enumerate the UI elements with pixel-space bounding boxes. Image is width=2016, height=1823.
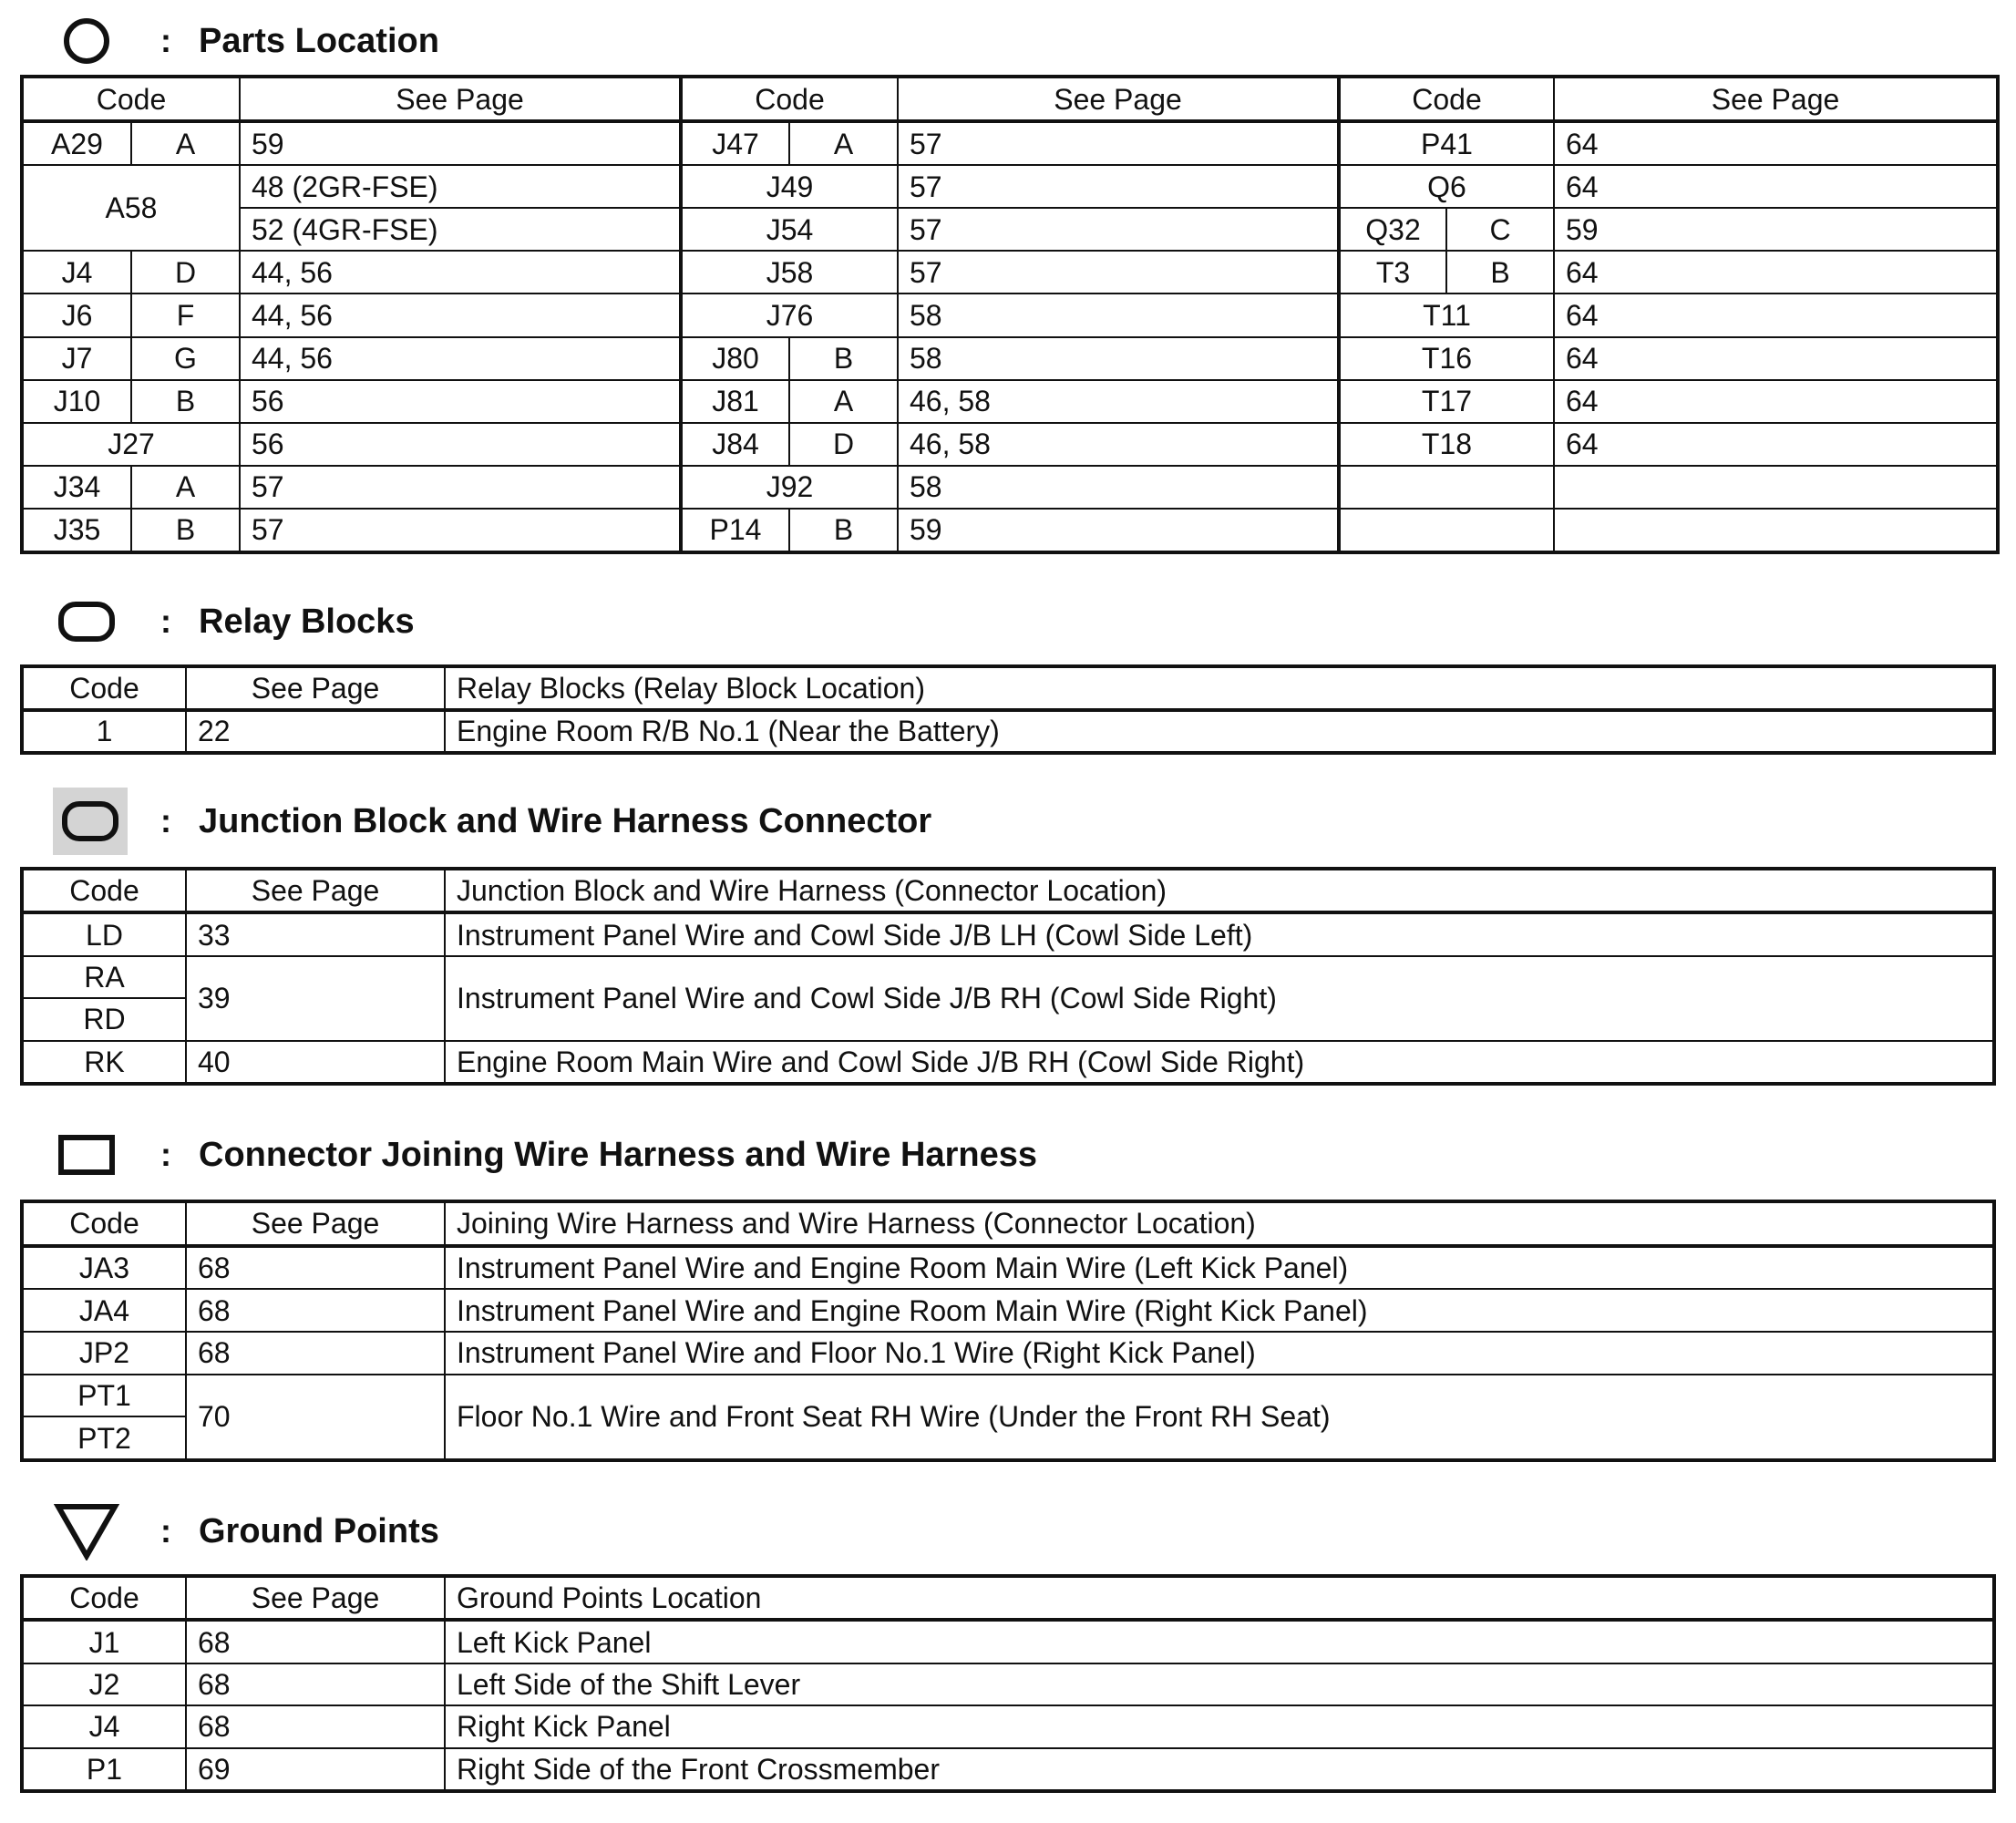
page-cell: 64 [1554, 121, 1998, 165]
code-cell: T11 [1339, 294, 1554, 336]
code-cell: J1 [22, 1620, 186, 1663]
code-cell: J81 [681, 380, 789, 423]
header-code: Code [22, 666, 186, 710]
page-cell: 68 [186, 1246, 445, 1290]
description-cell: Right Kick Panel [445, 1705, 1994, 1747]
code-cell: J4 [22, 1705, 186, 1747]
page-cell: 44, 56 [240, 294, 681, 336]
description-cell: Right Side of the Front Crossmember [445, 1748, 1994, 1791]
description-cell: Left Side of the Shift Lever [445, 1663, 1994, 1705]
sub-cell: F [131, 294, 240, 336]
page-cell: 68 [186, 1289, 445, 1332]
page-cell: 57 [898, 208, 1339, 251]
code-cell: PT2 [22, 1416, 186, 1460]
page-cell: 33 [186, 912, 445, 955]
page-cell: 46, 58 [898, 380, 1339, 423]
sub-cell: A [131, 466, 240, 509]
section-title: Connector Joining Wire Harness and Wire Harness [199, 1135, 1037, 1174]
header-see-page: See Page [186, 869, 445, 912]
header-see-page: See Page [186, 666, 445, 710]
page-cell: 59 [240, 121, 681, 165]
sub-cell: G [131, 337, 240, 380]
code-cell: 1 [22, 710, 186, 754]
page-cell: 39 [186, 956, 445, 1041]
page-cell: 44, 56 [240, 251, 681, 294]
header-code: Code [681, 77, 898, 121]
code-cell: A29 [22, 121, 131, 165]
page-cell: 57 [240, 509, 681, 552]
description-cell: Left Kick Panel [445, 1620, 1994, 1663]
code-cell: J6 [22, 294, 131, 336]
header-see-page: See Page [186, 1576, 445, 1620]
junction-block-header [53, 789, 931, 853]
section-title: Parts Location [199, 21, 439, 60]
code-cell: P14 [681, 509, 789, 552]
table-row [22, 165, 1998, 208]
table-row [22, 1289, 1994, 1332]
table-row [22, 1246, 1994, 1290]
code-cell: JP2 [22, 1332, 186, 1375]
code-cell: J58 [681, 251, 898, 294]
page-cell: 68 [186, 1620, 445, 1663]
table-row [22, 956, 1994, 998]
code-cell: J35 [22, 509, 131, 552]
relay-blocks-header [53, 590, 415, 654]
description-cell: Engine Room R/B No.1 (Near the Battery) [445, 710, 1994, 754]
table-row [22, 710, 1994, 754]
page-cell [1554, 466, 1998, 509]
shaded-rounded-rect-icon [53, 788, 128, 855]
code-cell: P1 [22, 1748, 186, 1791]
page-cell: 40 [186, 1041, 445, 1084]
page-cell: 70 [186, 1375, 445, 1460]
table-row [22, 294, 1998, 336]
code-cell: J54 [681, 208, 898, 251]
page-cell: 68 [186, 1332, 445, 1375]
page-cell: 58 [898, 466, 1339, 509]
header-description: Relay Blocks (Relay Block Location) [445, 666, 1994, 710]
header-code: Code [22, 1576, 186, 1620]
page-cell: 58 [898, 337, 1339, 380]
header-description: Ground Points Location [445, 1576, 1994, 1620]
page-cell: 58 [898, 294, 1339, 336]
description-cell: Instrument Panel Wire and Cowl Side J/B RH (Cowl Side Right) [445, 956, 1994, 1041]
sub-cell: B [789, 509, 898, 552]
page-cell: 68 [186, 1705, 445, 1747]
table-header-row [22, 666, 1994, 710]
section-colon: : [160, 22, 171, 59]
table-row [22, 1748, 1994, 1791]
connector-joining-header [53, 1123, 1037, 1187]
code-cell: PT1 [22, 1375, 186, 1417]
code-cell: JA4 [22, 1289, 186, 1332]
page-cell: 69 [186, 1748, 445, 1791]
code-cell: J2 [22, 1663, 186, 1705]
section-title: Relay Blocks [199, 602, 415, 641]
page-cell: 64 [1554, 337, 1998, 380]
page-cell: 64 [1554, 294, 1998, 336]
table-header-row [22, 1201, 1994, 1246]
code-cell: J34 [22, 466, 131, 509]
header-see-page: See Page [1554, 77, 1998, 121]
table-row [22, 380, 1998, 423]
table-row [22, 1332, 1994, 1375]
parts-location-table [20, 75, 2000, 554]
description-cell: Instrument Panel Wire and Cowl Side J/B LH (Cowl Side Left) [445, 912, 1994, 955]
code-cell: J84 [681, 423, 789, 466]
sub-cell: D [789, 423, 898, 466]
description-cell: Engine Room Main Wire and Cowl Side J/B RH (Cowl Side Right) [445, 1041, 1994, 1084]
page-cell: 59 [1554, 208, 1998, 251]
table-row [22, 121, 1998, 165]
page-cell: 46, 58 [898, 423, 1339, 466]
code-cell: T3 [1339, 251, 1446, 294]
description-cell: Floor No.1 Wire and Front Seat RH Wire (Under the Front RH Seat) [445, 1375, 1994, 1460]
header-see-page: See Page [898, 77, 1339, 121]
page-cell: 57 [898, 251, 1339, 294]
code-cell: J76 [681, 294, 898, 336]
header-description: Joining Wire Harness and Wire Harness (Connector Location) [445, 1201, 1994, 1246]
code-cell [1339, 466, 1554, 509]
sub-cell: B [1446, 251, 1554, 294]
header-code: Code [22, 1201, 186, 1246]
table-row [22, 912, 1994, 955]
header-code: Code [1339, 77, 1554, 121]
page-cell: 64 [1554, 251, 1998, 294]
junction-block-table [20, 867, 1996, 1086]
code-cell: T17 [1339, 380, 1554, 423]
page-cell: 52 (4GR-FSE) [240, 208, 681, 251]
rectangle-icon [53, 1121, 120, 1189]
table-row [22, 251, 1998, 294]
page-cell [1554, 509, 1998, 552]
table-row [22, 423, 1998, 466]
page-cell: 57 [240, 466, 681, 509]
table-row [22, 1620, 1994, 1663]
code-cell: Q6 [1339, 165, 1554, 208]
page-cell: 56 [240, 423, 681, 466]
code-cell: J10 [22, 380, 131, 423]
code-cell: J80 [681, 337, 789, 380]
sub-cell: B [131, 509, 240, 552]
header-code: Code [22, 869, 186, 912]
table-header-row [22, 77, 1998, 121]
code-cell: RK [22, 1041, 186, 1084]
page-cell: 57 [898, 121, 1339, 165]
circle-icon [53, 7, 120, 75]
table-row [22, 337, 1998, 380]
code-cell: J4 [22, 251, 131, 294]
code-cell: J92 [681, 466, 898, 509]
connector-joining-table [20, 1200, 1996, 1462]
code-cell [1339, 509, 1554, 552]
ground-points-table [20, 1574, 1996, 1793]
section-colon: : [160, 1136, 171, 1173]
sub-cell: D [131, 251, 240, 294]
code-cell: A58 [22, 165, 240, 251]
code-cell: T16 [1339, 337, 1554, 380]
section-colon: : [160, 802, 171, 839]
description-cell: Instrument Panel Wire and Floor No.1 Wire (Right Kick Panel) [445, 1332, 1994, 1375]
page-cell: 44, 56 [240, 337, 681, 380]
code-cell: P41 [1339, 121, 1554, 165]
table-row [22, 509, 1998, 552]
table-header-row [22, 869, 1994, 912]
code-cell: LD [22, 912, 186, 955]
code-cell: RA [22, 956, 186, 998]
page-cell: 68 [186, 1663, 445, 1705]
code-cell: JA3 [22, 1246, 186, 1290]
section-title: Junction Block and Wire Harness Connector [199, 801, 932, 840]
sub-cell: A [789, 121, 898, 165]
relay-blocks-table [20, 664, 1996, 755]
page-cell: 56 [240, 380, 681, 423]
sub-cell: A [131, 121, 240, 165]
code-cell: J49 [681, 165, 898, 208]
description-cell: Instrument Panel Wire and Engine Room Main Wire (Left Kick Panel) [445, 1246, 1994, 1290]
page-cell: 57 [898, 165, 1339, 208]
code-cell: J7 [22, 337, 131, 380]
sub-cell: A [789, 380, 898, 423]
table-row [22, 1041, 1994, 1084]
header-code: Code [22, 77, 240, 121]
page-cell: 64 [1554, 423, 1998, 466]
ground-points-header [53, 1499, 439, 1563]
sub-cell: B [131, 380, 240, 423]
header-description: Junction Block and Wire Harness (Connector Location) [445, 869, 1994, 912]
code-cell: Q32 [1339, 208, 1446, 251]
description-cell: Instrument Panel Wire and Engine Room Main Wire (Right Kick Panel) [445, 1289, 1994, 1332]
page-cell: 59 [898, 509, 1339, 552]
rounded-rect-icon [53, 588, 120, 655]
code-cell: T18 [1339, 423, 1554, 466]
table-header-row [22, 1576, 1994, 1620]
code-cell: J47 [681, 121, 789, 165]
sub-cell: B [789, 337, 898, 380]
page-cell: 48 (2GR-FSE) [240, 165, 681, 208]
table-row [22, 1375, 1994, 1417]
header-see-page: See Page [240, 77, 681, 121]
table-row [22, 1705, 1994, 1747]
section-colon: : [160, 603, 171, 640]
triangle-down-icon [53, 1498, 120, 1565]
sub-cell: C [1446, 208, 1554, 251]
section-title: Ground Points [199, 1511, 439, 1550]
table-row [22, 466, 1998, 509]
page-cell: 64 [1554, 380, 1998, 423]
section-colon: : [160, 1512, 171, 1550]
parts-location-header [53, 9, 439, 73]
code-cell: J27 [22, 423, 240, 466]
page-cell: 64 [1554, 165, 1998, 208]
code-cell: RD [22, 998, 186, 1040]
page-cell: 22 [186, 710, 445, 754]
table-row [22, 208, 1998, 251]
table-row [22, 1663, 1994, 1705]
header-see-page: See Page [186, 1201, 445, 1246]
